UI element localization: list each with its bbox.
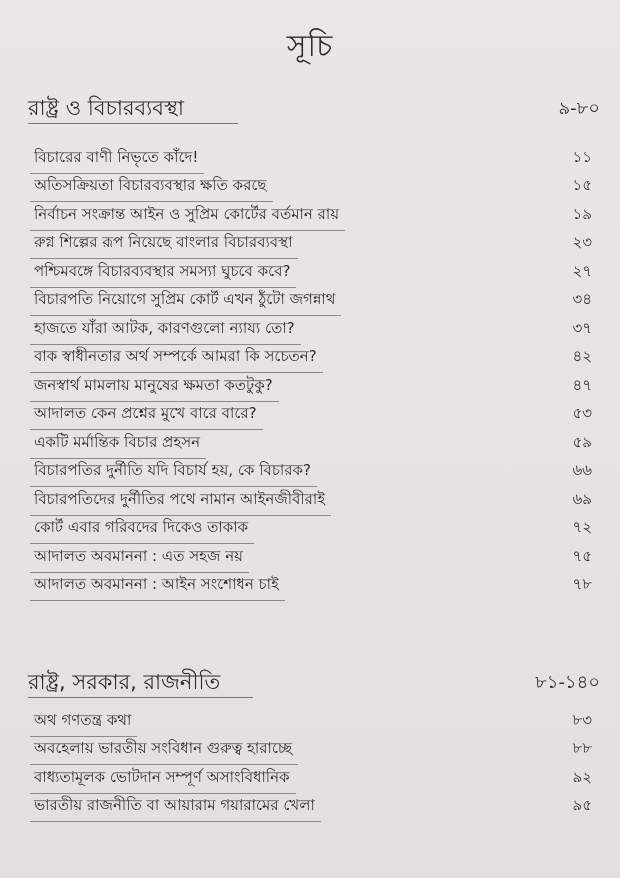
entry-page: ৯২ <box>572 767 592 786</box>
entry-page: ৯৫ <box>572 796 592 814</box>
entry-title: হাজতে যাঁরা আটক, কারণগুলো ন্যায্য তো? <box>30 317 301 345</box>
entry-title: নির্বাচন সংক্রান্ত আইন ও সুপ্রিম কোর্টের বর্তমান রায় <box>30 203 345 231</box>
toc-entry[interactable] <box>30 459 592 488</box>
section-title: রাষ্ট্র, সরকার, রাজনীতি <box>28 670 221 694</box>
toc-entry[interactable] <box>30 573 592 602</box>
section-header-1 <box>28 92 600 127</box>
entry-title: অতিসক্রিয়তা বিচারব্যবস্থার ক্ষতি করছে <box>30 174 273 202</box>
toc-entry[interactable] <box>30 316 592 345</box>
entry-title: আদালত কেন প্রশ্নের মুখে বারে বারে? <box>30 402 263 430</box>
toc-entry[interactable] <box>30 202 592 231</box>
entry-page: ৫৯ <box>572 432 592 451</box>
toc-entry[interactable] <box>30 373 592 402</box>
entry-title: কোর্ট এবার গরিবদের দিকেও তাকাক <box>30 516 254 544</box>
toc-entry[interactable] <box>30 516 592 545</box>
toc-entry[interactable] <box>30 402 592 431</box>
entry-page: ১১ <box>572 147 592 166</box>
entry-page: ৫৩ <box>572 404 592 422</box>
entry-page: ৭২ <box>572 518 592 536</box>
entry-title: জনস্বার্থ মামলায় মানুষের ক্ষমতা কতটুকু? <box>30 374 279 402</box>
section-title: রাষ্ট্র ও বিচারব্যবস্থা <box>28 96 184 120</box>
toc-entry[interactable] <box>30 487 592 516</box>
entry-title: ভারতীয় রাজনীতি বা আয়ারাম গয়ারামের খেলা <box>30 794 321 822</box>
entry-page: ৬৯ <box>572 489 592 508</box>
page-title: সূচি <box>286 29 334 64</box>
entry-title: বিচারের বাণী নিভৃতে কাঁদে! <box>30 146 204 174</box>
entry-page: ৩৭ <box>572 318 592 337</box>
entry-title: বিচারপতি নিয়োগে সুপ্রিম কোর্ট এখন ঠুঁটো জগন্নাথ <box>30 288 341 316</box>
toc-list-1 <box>30 145 592 601</box>
toc-entry[interactable] <box>30 259 592 288</box>
entry-title: রুগ্ন শিল্পের রূপ নিয়েছে বাংলার বিচারব্যবস্থা <box>30 231 298 259</box>
entry-page: ৮৮ <box>572 739 592 757</box>
section-header-2 <box>28 666 600 701</box>
entry-page: ৪২ <box>572 347 592 365</box>
section-divider <box>28 697 253 698</box>
entry-title: বাক স্বাধীনতার অর্থ সম্পর্কে আমরা কি সচেতন? <box>30 345 323 373</box>
toc-list-2 <box>30 708 592 822</box>
toc-entry[interactable] <box>30 231 592 260</box>
entry-page: ২৭ <box>572 261 592 280</box>
toc-entry[interactable] <box>30 544 592 573</box>
entry-title: বাধ্যতামূলক ভোটদান সম্পূর্ণ অসাংবিধানিক <box>30 766 296 794</box>
toc-entry[interactable] <box>30 288 592 317</box>
toc-entry[interactable] <box>30 145 592 174</box>
entry-title: বিচারপতির দুর্নীতি যদি বিচার্য হয়, কে বিচারক? <box>30 459 317 487</box>
entry-title: একটি মর্মান্তিক বিচার প্রহসন <box>30 431 206 459</box>
entry-page: ৭৮ <box>572 575 592 593</box>
section-divider <box>28 123 238 124</box>
entry-page: ৬৬ <box>572 461 592 479</box>
entry-page: ১৫ <box>572 176 592 194</box>
toc-entry[interactable] <box>30 345 592 374</box>
section-range: ৮১-১৪০ <box>535 672 600 693</box>
toc-entry[interactable] <box>30 737 592 766</box>
entry-page: ৭৫ <box>572 546 592 565</box>
entry-page: ২৩ <box>572 233 592 251</box>
entry-page: ১৯ <box>572 204 592 223</box>
section-range: ৯-৮০ <box>558 98 600 119</box>
entry-title: পশ্চিমবঙ্গে বিচারব্যবস্থার সমস্যা ঘুচবে কবে? <box>30 260 296 288</box>
toc-entry[interactable] <box>30 430 592 459</box>
toc-entry[interactable] <box>30 174 592 203</box>
entry-title: আদালত অবমাননা : আইন সংশোধন চাই <box>30 573 285 601</box>
entry-title: আদালত অবমাননা : এত সহজ নয় <box>30 545 249 573</box>
toc-entry[interactable] <box>30 708 592 737</box>
entry-title: অবহেলায় ভারতীয় সংবিধান গুরুত্ব হারাচ্ছে <box>30 737 298 765</box>
entry-page: ৪৭ <box>572 375 592 394</box>
toc-entry[interactable] <box>30 765 592 794</box>
entry-page: ৮৩ <box>572 710 592 729</box>
entry-title: বিচারপতিদের দুর্নীতির পথে নামান আইনজীবীরাই <box>30 488 331 516</box>
entry-title: অথ গণতন্ত্র কথা <box>30 709 137 737</box>
entry-page: ৩৪ <box>572 290 592 308</box>
toc-entry[interactable] <box>30 794 592 823</box>
